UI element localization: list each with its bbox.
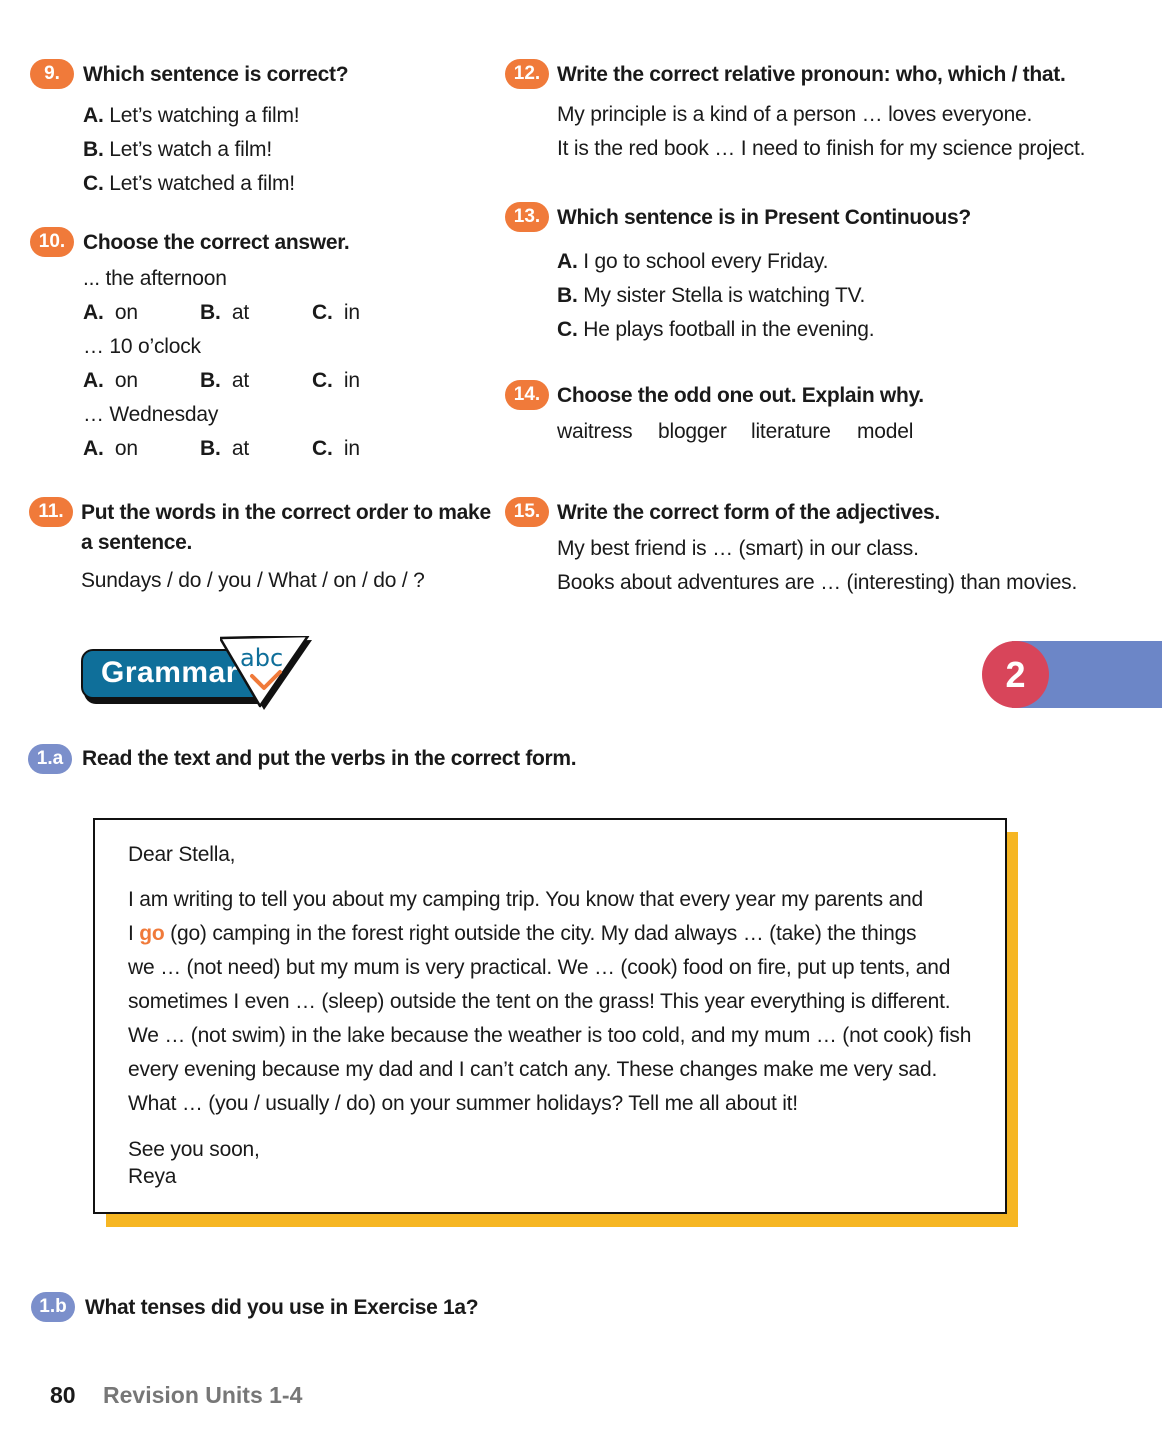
grammar-label: Grammar bbox=[101, 656, 238, 689]
q9-option-b: B. Let’s watch a film! bbox=[83, 138, 272, 161]
example-answer: go bbox=[139, 922, 165, 945]
q9-option-c: C. Let’s watched a film! bbox=[83, 172, 295, 195]
letter-line-1: I am writing to tell you about my camping trip. You know that every year my parents and bbox=[128, 888, 924, 911]
question-13-title: Which sentence is in Present Continuous? bbox=[557, 206, 971, 229]
grammar-banner bbox=[80, 636, 320, 716]
q10-prompt-1: ... the afternoon bbox=[83, 267, 227, 290]
q9-option-a: A. Let’s watching a film! bbox=[83, 104, 300, 127]
q11-words: Sundays / do / you / What / on / do / ? bbox=[81, 569, 425, 592]
question-number-13: 13. bbox=[505, 202, 549, 232]
abc-icon-text: abc bbox=[240, 644, 284, 672]
q12-line-1: My principle is a kind of a person … loves everyone. bbox=[557, 103, 1033, 126]
q14-word-3: literature bbox=[751, 420, 831, 443]
letter-line-3: we … (not need) but my mum is very practical. We … (cook) food on fire, put up tents, and bbox=[128, 956, 951, 979]
q10-prompt-2: … 10 o’clock bbox=[83, 335, 201, 358]
letter-line-2: I go (go) camping in the forest right outside the city. My dad always … (take) the things bbox=[128, 922, 917, 945]
letter-signature: Reya bbox=[128, 1165, 177, 1188]
q10-g3-option-a: A. on bbox=[83, 437, 138, 460]
q13-option-a: A. I go to school every Friday. bbox=[557, 250, 829, 273]
question-15-title: Write the correct form of the adjectives. bbox=[557, 501, 940, 524]
letter-line-6: every evening because my dad and I can’t catch any. These changes make me very sad. bbox=[128, 1058, 938, 1081]
q10-g2-option-a: A. on bbox=[83, 369, 138, 392]
letter-line-4: sometimes I even … (sleep) outside the tent on the grass! This year everything is different. bbox=[128, 990, 951, 1013]
question-number-9: 9. bbox=[30, 59, 74, 89]
q10-g2-option-b: B. at bbox=[200, 369, 250, 392]
question-number-14: 14. bbox=[505, 380, 549, 410]
q10-prompt-3: … Wednesday bbox=[83, 403, 219, 426]
q15-line-2: Books about adventures are … (interesting) than movies. bbox=[557, 571, 1078, 594]
exercise-1a-title: Read the text and put the verbs in the correct form. bbox=[82, 747, 577, 770]
letter-greeting: Dear Stella, bbox=[128, 843, 236, 866]
question-number-10: 10. bbox=[30, 227, 74, 257]
question-number-15: 15. bbox=[505, 497, 549, 527]
abc-check-icon bbox=[220, 636, 320, 716]
letter-line-7: What … (you / usually / do) on your summer holidays? Tell me all about it! bbox=[128, 1092, 798, 1115]
question-14-title: Choose the odd one out. Explain why. bbox=[557, 384, 924, 407]
q14-word-4: model bbox=[857, 420, 914, 443]
q14-word-2: blogger bbox=[658, 420, 727, 443]
page-number: 80 bbox=[50, 1382, 76, 1408]
q13-option-b: B. My sister Stella is watching TV. bbox=[557, 284, 866, 307]
letter-line-5: We … (not swim) in the lake because the weather is too cold, and my mum … (not cook) fish bbox=[128, 1024, 972, 1047]
question-10-title: Choose the correct answer. bbox=[83, 231, 350, 254]
q13-option-c: C. He plays football in the evening. bbox=[557, 318, 875, 341]
question-number-12: 12. bbox=[505, 59, 549, 89]
question-9-title: Which sentence is correct? bbox=[83, 63, 349, 86]
q10-g3-option-b: B. at bbox=[200, 437, 250, 460]
question-12-title: Write the correct relative pronoun: who, which / that. bbox=[557, 63, 1066, 86]
question-number-11: 11. bbox=[29, 497, 73, 527]
q10-g2-option-c: C. in bbox=[312, 369, 360, 392]
footer-section: Revision Units 1-4 bbox=[103, 1382, 303, 1408]
q14-word-1: waitress bbox=[557, 420, 633, 443]
unit-number-badge: 2 bbox=[982, 641, 1049, 708]
exercise-1b-title: What tenses did you use in Exercise 1a? bbox=[85, 1296, 479, 1319]
exercise-1a-badge: 1.a bbox=[28, 744, 72, 774]
q12-line-2: It is the red book … I need to finish for my science project. bbox=[557, 137, 1086, 160]
q10-g3-option-c: C. in bbox=[312, 437, 360, 460]
question-11-title-line1: Put the words in the correct order to make bbox=[81, 501, 491, 524]
q10-g1-option-b: B. at bbox=[200, 301, 250, 324]
q15-line-1: My best friend is … (smart) in our class. bbox=[557, 537, 919, 560]
q10-g1-option-a: A. on bbox=[83, 301, 138, 324]
question-11-title-line2: a sentence. bbox=[81, 531, 193, 554]
q10-g1-option-c: C. in bbox=[312, 301, 360, 324]
exercise-1b-badge: 1.b bbox=[31, 1292, 75, 1322]
letter-closing: See you soon, bbox=[128, 1138, 260, 1161]
